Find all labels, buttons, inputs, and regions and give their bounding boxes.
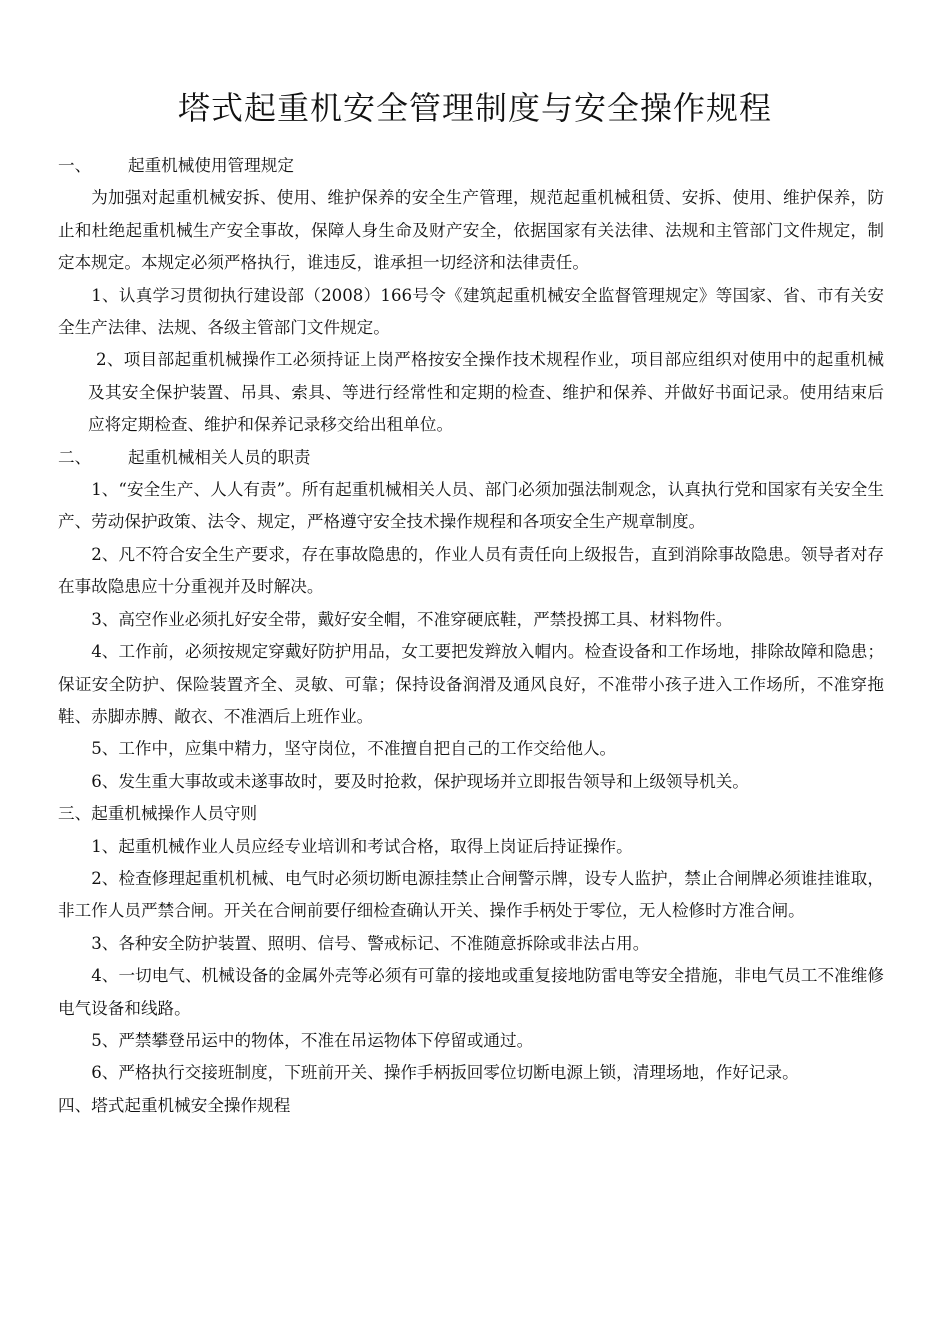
section-number: 一、 — [58, 156, 92, 175]
paragraph: 4、一切电气、机械设备的金属外壳等必须有可靠的接地或重复接地防雷电等安全措施，非电气员工不准维修电气设备和线路。 — [58, 966, 884, 1018]
section-number: 三、 — [58, 804, 92, 824]
section-title: 塔式起重机械安全操作规程 — [91, 1095, 291, 1115]
section-number: 四、 — [58, 1095, 92, 1115]
paragraph: 1、认真学习贯彻执行建设部（2008）166号令《建筑起重机械安全监督管理规定》等国家、省、市有关安全生产法律、法规、各级主管部门文件规定。 — [58, 285, 884, 338]
document-title: 塔式起重机安全管理制度与安全操作规程 — [177, 89, 772, 127]
section-number: 二、 — [58, 447, 92, 467]
document-body — [58, 150, 884, 1122]
paragraph: 1、“安全生产、人人有责”。所有起重机械相关人员、部门必须加强法制观念，认真执行党和国家有关安全生产、劳动保护政策、法令、规定，严格遵守安全技术操作规程和各项安全生产规章制度。 — [58, 480, 884, 532]
paragraph: 3、高空作业必须扎好安全带，戴好安全帽，不准穿硬底鞋，严禁投掷工具、材料物件。 — [91, 609, 733, 629]
paragraph: 2、检查修理起重机机械、电气时必须切断电源挂禁止合闸警示牌，设专人监护，禁止合闸牌必须谁挂谁取，非工作人员严禁合闸。开关在合闸前要仔细检查确认开关、操作手柄处于零位，无人检修时方准合闸。 — [58, 868, 884, 921]
paragraph: 6、严格执行交接班制度，下班前开关、操作手柄扳回零位切断电源上锁，清理场地，作好记录。 — [91, 1063, 799, 1083]
section-title: 起重机械相关人员的职责 — [128, 447, 311, 467]
paragraph: 5、严禁攀登吊运中的物体，不准在吊运物体下停留或通过。 — [91, 1030, 534, 1050]
paragraph: 为加强对起重机械安拆、使用、维护保养的安全生产管理，规范起重机械租赁、安拆、使用、维护保养，防止和杜绝起重机械生产安全事故，保障人身生命及财产安全，依据国家有关法律、法规和主管部门文件规定，制定本规定。本规定必须严格执行，谁违反，谁承担一切经济和法律责任。 — [58, 188, 884, 273]
section-heading — [58, 798, 884, 830]
paragraph: 2、凡不符合安全生产要求，存在事故隐患的，作业人员有责任向上级报告，直到消除事故隐患。领导者对存在事故隐患应十分重视并及时解决。 — [58, 544, 884, 597]
paragraph: 6、发生重大事故或未遂事故时，要及时抢救，保护现场并立即报告领导和上级领导机关。 — [91, 771, 749, 791]
section-heading — [58, 1090, 884, 1122]
section-heading — [58, 442, 884, 474]
paragraph: 4、工作前，必须按规定穿戴好防护用品，女工要把发辫放入帽内。检查设备和工作场地，排除故障和隐患；保证安全防护、保险装置齐全、灵敏、可靠；保持设备润滑及通风良好，不准带小孩子进入工作场所，不准穿拖鞋、赤脚赤膊、敞衣、不准酒后上班作业。 — [58, 642, 884, 726]
paragraph: 5、工作中，应集中精力，坚守岗位，不准擅自把自己的工作交给他人。 — [91, 739, 617, 759]
section-title: 起重机械使用管理规定 — [128, 156, 294, 175]
paragraph: 1、起重机械作业人员应经专业培训和考试合格，取得上岗证后持证操作。 — [91, 836, 633, 856]
section-title: 起重机械操作人员守则 — [91, 804, 258, 824]
paragraph: 3、各种安全防护装置、照明、信号、警戒标记、不准随意拆除或非法占用。 — [91, 933, 650, 953]
section-heading — [58, 150, 884, 182]
paragraph: 2、项目部起重机械操作工必须持证上岗严格按安全操作技术规程作业，项目部应组织对使用中的起重机械及其安全保护装置、吊具、索具、等进行经常性和定期的检查、维护和保养、并做好书面记录。使用结束后应将定期检查、维护和保养记录移交给出租单位。 — [88, 350, 884, 435]
